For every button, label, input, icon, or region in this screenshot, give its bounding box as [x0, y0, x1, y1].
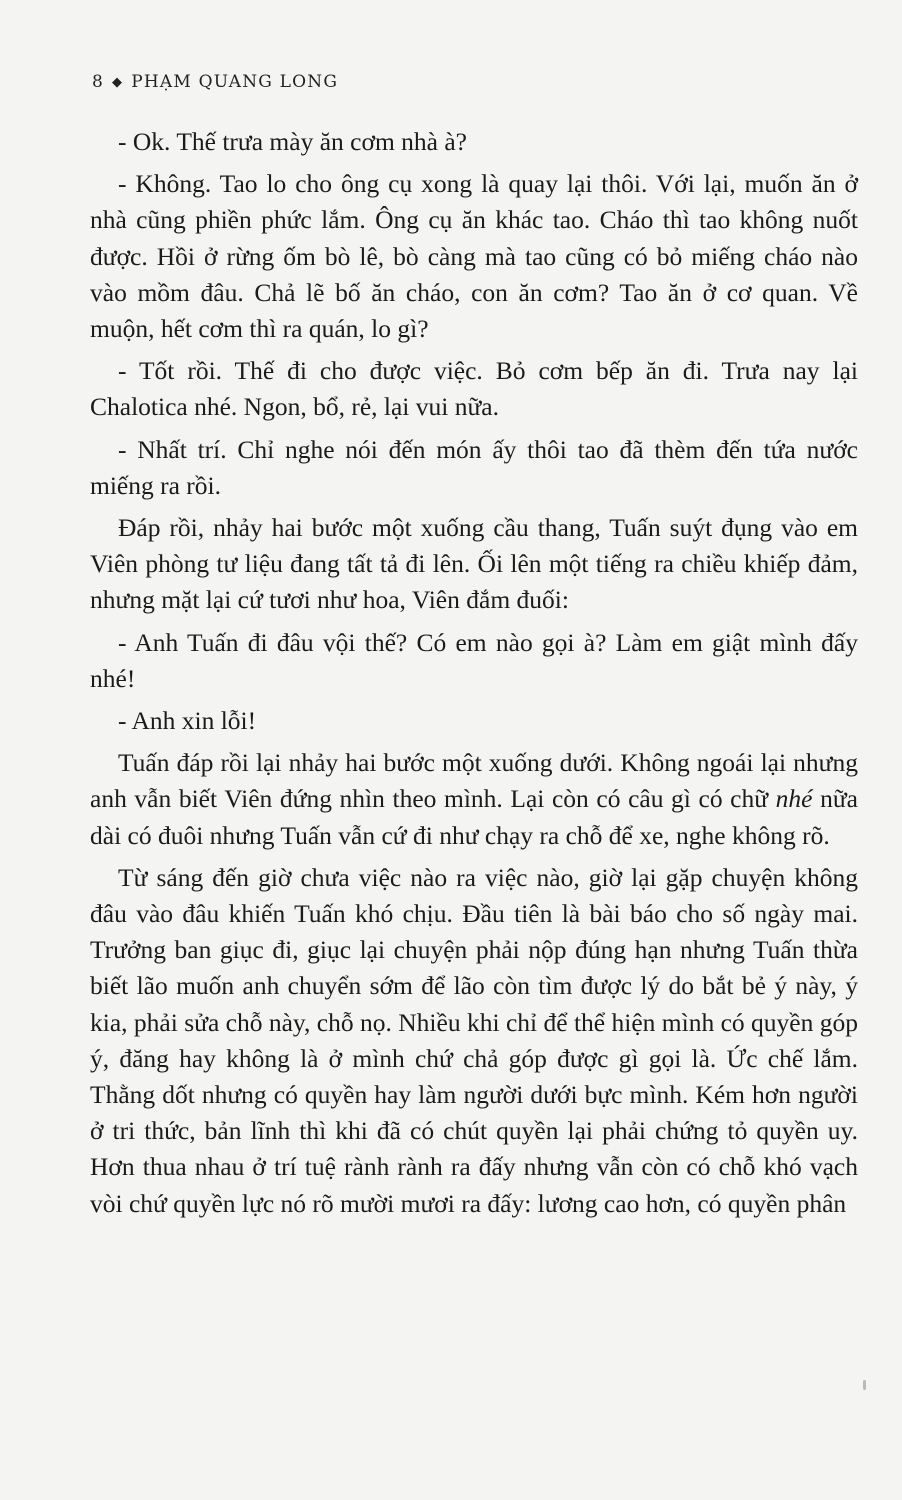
paragraph-8-start: Tuấn đáp rồi lại nhảy hai bước một xuống dưới. Không ngoái lại nhưng anh vẫn biết Viên đứng nhìn theo mình. Lại còn có câu gì có chữ	[90, 748, 858, 814]
italic-word: nhé	[775, 784, 813, 814]
scan-mark	[863, 1380, 866, 1390]
paragraph-3: - Tốt rồi. Thế đi cho được việc. Bỏ cơm bếp ăn đi. Trưa nay lại Chalotica nhé. Ngon, bổ, rẻ, lại vui nữa.	[90, 356, 858, 422]
paragraph-5: Đáp rồi, nhảy hai bước một xuống cầu thang, Tuấn suýt đụng vào em Viên phòng tư liệu đang tất tả đi lên. Ối lên một tiếng ra chiều khiếp đảm, nhưng mặt lại cứ tươi như hoa, Viên đắm đuối:	[90, 513, 858, 615]
paragraph-6: - Anh Tuấn đi đâu vội thế? Có em nào gọi à? Làm em giật mình đấy nhé!	[90, 627, 858, 693]
body-text	[90, 124, 858, 1228]
paragraph-4: - Nhất trí. Chỉ nghe nói đến món ấy thôi tao đã thèm đến tứa nước miếng ra rồi.	[90, 434, 858, 500]
paragraph-9: Từ sáng đến giờ chưa việc nào ra việc nào, giờ lại gặp chuyện không đâu vào đâu khiến Tuấn khó chịu. Đầu tiên là bài báo cho số ngày mai. Trưởng ban giục đi, giục lại chuyện phải nộp đúng hạn nhưng Tuấn thừa biết lão muốn anh chuyển sớm để lão còn tìm được lý do bắt bẻ ý này, ý kia, phải sửa chỗ này, chỗ nọ. Nhiều khi chỉ để thể hiện mình có quyền góp ý, đăng hay không là ở mình chứ chả góp được gì gọi là. Ức chế lắm. Thằng dốt nhưng có quyền hay làm người dưới bực mình. Kém hơn người ở tri thức, bản lĩnh thì khi đã có chút quyền lại phải chứng tỏ quyền uy. Hơn thua nhau ở trí tuệ rành rành ra đấy nhưng vẫn còn có chỗ khó vạch vòi chứ quyền lực nó rõ mười mươi ra đấy: lương cao hơn, có quyền phân	[90, 862, 858, 1218]
running-header	[92, 72, 338, 92]
paragraph-8-end: nữa dài có đuôi nhưng Tuấn vẫn cứ đi như chạy ra chỗ để xe, nghe không rõ.	[90, 784, 858, 850]
paragraph-7: - Anh xin lỗi!	[118, 706, 257, 736]
paragraph-2: - Không. Tao lo cho ông cụ xong là quay lại thôi. Với lại, muốn ăn ở nhà cũng phiền phức lắm. Ông cụ ăn khác tao. Cháo thì tao không nuốt được. Hồi ở rừng ốm bò lê, bò càng mà tao cũng có bỏ miếng cháo nào vào mồm đâu. Chả lẽ bố ăn cháo, con ăn cơm? Tao ăn ở cơ quan. Về muộn, hết cơm thì ra quán, lo gì?	[90, 169, 858, 344]
page-number: 8	[92, 72, 105, 92]
paragraph-1: - Ok. Thế trưa mày ăn cơm nhà à?	[118, 127, 467, 156]
paragraph-8	[90, 745, 858, 854]
author-name: PHẠM QUANG LONG	[131, 72, 339, 92]
diamond-separator-icon: ◆	[112, 74, 124, 90]
